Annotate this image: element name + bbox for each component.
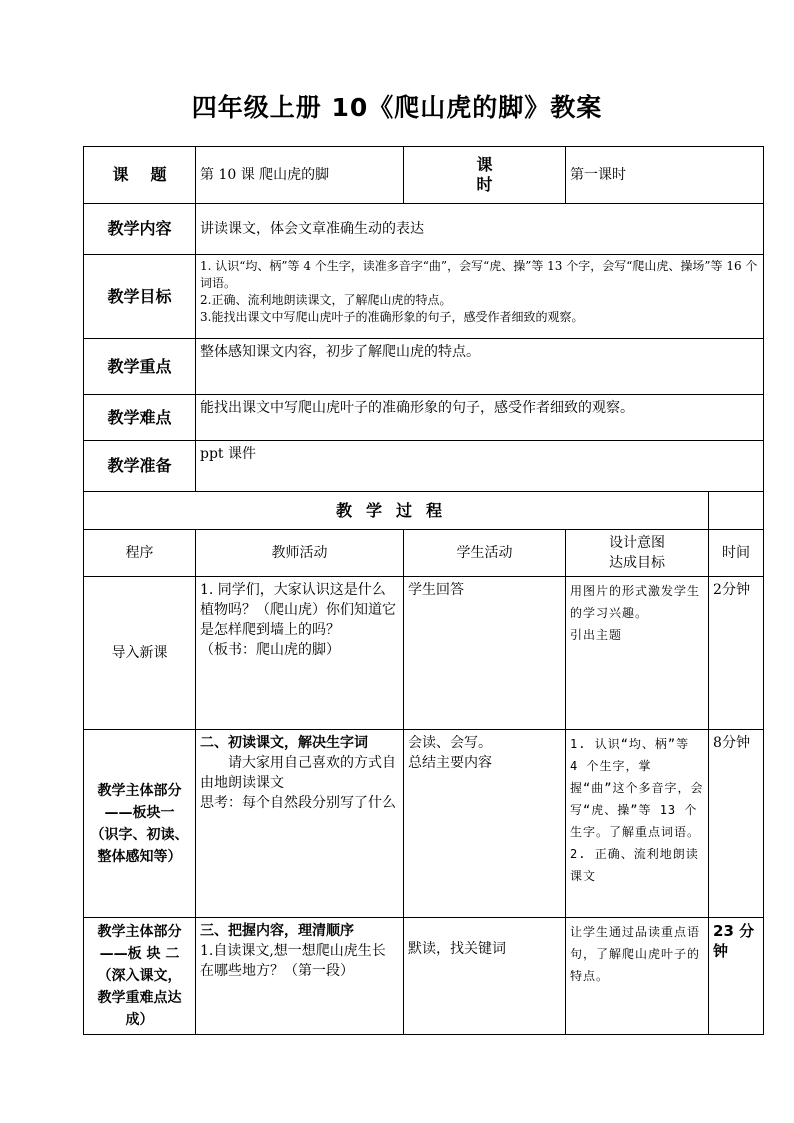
teacher-activity <box>196 730 404 918</box>
difficulty-value: 能找出课文中写爬山虎叶子的准确形象的句子，感受作者细致的观察。 <box>196 395 764 441</box>
col-design <box>566 530 709 577</box>
content-value: 讲读课文，体会文章准确生动的表达 <box>196 204 764 255</box>
time-cell: 23 分钟 <box>709 918 764 1035</box>
student-activity <box>404 577 566 730</box>
prep-row <box>84 441 764 492</box>
lesson-plan-table <box>83 146 764 1035</box>
student-line: 默读，找关键词 <box>408 941 506 957</box>
teacher-line: （板书：爬山虎的脚） <box>200 642 340 658</box>
col-teacher: 教师活动 <box>196 530 404 577</box>
student-line: 会读、会写。 <box>408 735 492 751</box>
stage-line: （识字、初读、整体感知等） <box>90 826 189 865</box>
stage-cell <box>84 918 196 1035</box>
key-label: 教学重点 <box>84 339 196 395</box>
topic-label: 课题 <box>84 147 196 204</box>
stage-line: （深入课文， <box>97 968 182 984</box>
col-student: 学生活动 <box>404 530 566 577</box>
prep-label: 教学准备 <box>84 441 196 492</box>
process-row <box>84 918 764 1035</box>
topic-row <box>84 147 764 204</box>
col-design-line2: 达成目标 <box>609 555 666 571</box>
difficulty-row <box>84 395 764 441</box>
teacher-line: 思考：每个自然段分别写了什么 <box>200 795 396 811</box>
design-intent <box>566 918 709 1035</box>
key-value: 整体感知课文内容，初步了解爬山虎的特点。 <box>196 339 764 395</box>
process-row <box>84 730 764 918</box>
goal-item: 2.正确、流利地朗读课文，了解爬山虎的特点。 <box>200 293 452 307</box>
process-heading-blank <box>709 492 764 530</box>
content-label: 教学内容 <box>84 204 196 255</box>
stage-line: ——板 块 二 <box>99 946 180 962</box>
document-title: 四年级上册 10《爬山虎的脚》教案 <box>191 93 603 122</box>
teacher-activity <box>196 577 404 730</box>
stage-line: 导入新课 <box>111 645 168 661</box>
teacher-heading: 二、初读课文，解决生字词 <box>200 735 368 751</box>
design-line: 2. 正确、流利地朗读课文 <box>570 847 699 883</box>
stage-cell <box>84 730 196 918</box>
key-row <box>84 339 764 395</box>
difficulty-label: 教学难点 <box>84 395 196 441</box>
col-design-line1: 设计意图 <box>609 535 666 551</box>
content-row <box>84 204 764 255</box>
goals-list <box>196 255 764 339</box>
goal-item: 1. 认识“均、柄”等 4 个生字，读准多音字“曲”，会写“虎、操”等 13 个字，会写“爬山虎、操场”等 16 个词语。 <box>200 259 758 290</box>
period-label: 课时 <box>404 147 566 204</box>
time-cell: 8分钟 <box>709 730 764 918</box>
design-line: 引出主题 <box>570 628 623 642</box>
student-line: 总结主要内容 <box>408 755 492 771</box>
stage-line: ——板块一 <box>104 804 175 821</box>
topic-value: 第 10 课 爬山虎的脚 <box>196 147 404 204</box>
prep-value: ppt 课件 <box>196 441 764 492</box>
process-heading: 教学过程 <box>84 492 709 530</box>
goal-item: 3.能找出课文中写爬山虎叶子的准确形象的句子，感受作者细致的观察。 <box>200 310 584 324</box>
design-line: 用图片的形式激发学生的学习兴趣。 <box>570 584 701 620</box>
stage-line: 教学主体部分 <box>97 782 182 799</box>
teacher-line: 1.自读课文,想一想爬山虎生长在哪些地方？（第一段） <box>200 943 386 979</box>
student-line: 学生回答 <box>408 582 464 598</box>
goals-label: 教学目标 <box>84 255 196 339</box>
process-row <box>84 577 764 730</box>
teacher-heading: 三、把握内容，理清顺序 <box>200 923 354 939</box>
stage-line: 教学重难点达成） <box>97 990 182 1028</box>
design-intent <box>566 730 709 918</box>
design-intent <box>566 577 709 730</box>
student-activity <box>404 918 566 1035</box>
process-header-row <box>84 530 764 577</box>
student-activity <box>404 730 566 918</box>
process-heading-row <box>84 492 764 530</box>
design-line: 让学生通过品读重点语句，了解爬山虎叶子的特点。 <box>570 925 701 983</box>
teacher-line: 1. 同学们，大家认识这是什么植物吗？（爬山虎）你们知道它是怎样爬到墙上的吗？ <box>200 582 396 638</box>
design-line: 1. 认识“均、柄”等 4 个生字，掌握“曲”这个多音字，会写“虎、操”等 13 个生字。了解重点词语。 <box>570 737 704 839</box>
col-step: 程序 <box>84 530 196 577</box>
time-cell: 2分钟 <box>709 577 764 730</box>
stage-cell <box>84 577 196 730</box>
goals-row <box>84 255 764 339</box>
col-time: 时间 <box>709 530 764 577</box>
teacher-activity <box>196 918 404 1035</box>
stage-line: 教学主体部分 <box>97 924 182 940</box>
teacher-line: 请大家用自己喜欢的方式自由地朗读课文 <box>200 755 396 791</box>
period-value: 第一课时 <box>566 147 764 204</box>
